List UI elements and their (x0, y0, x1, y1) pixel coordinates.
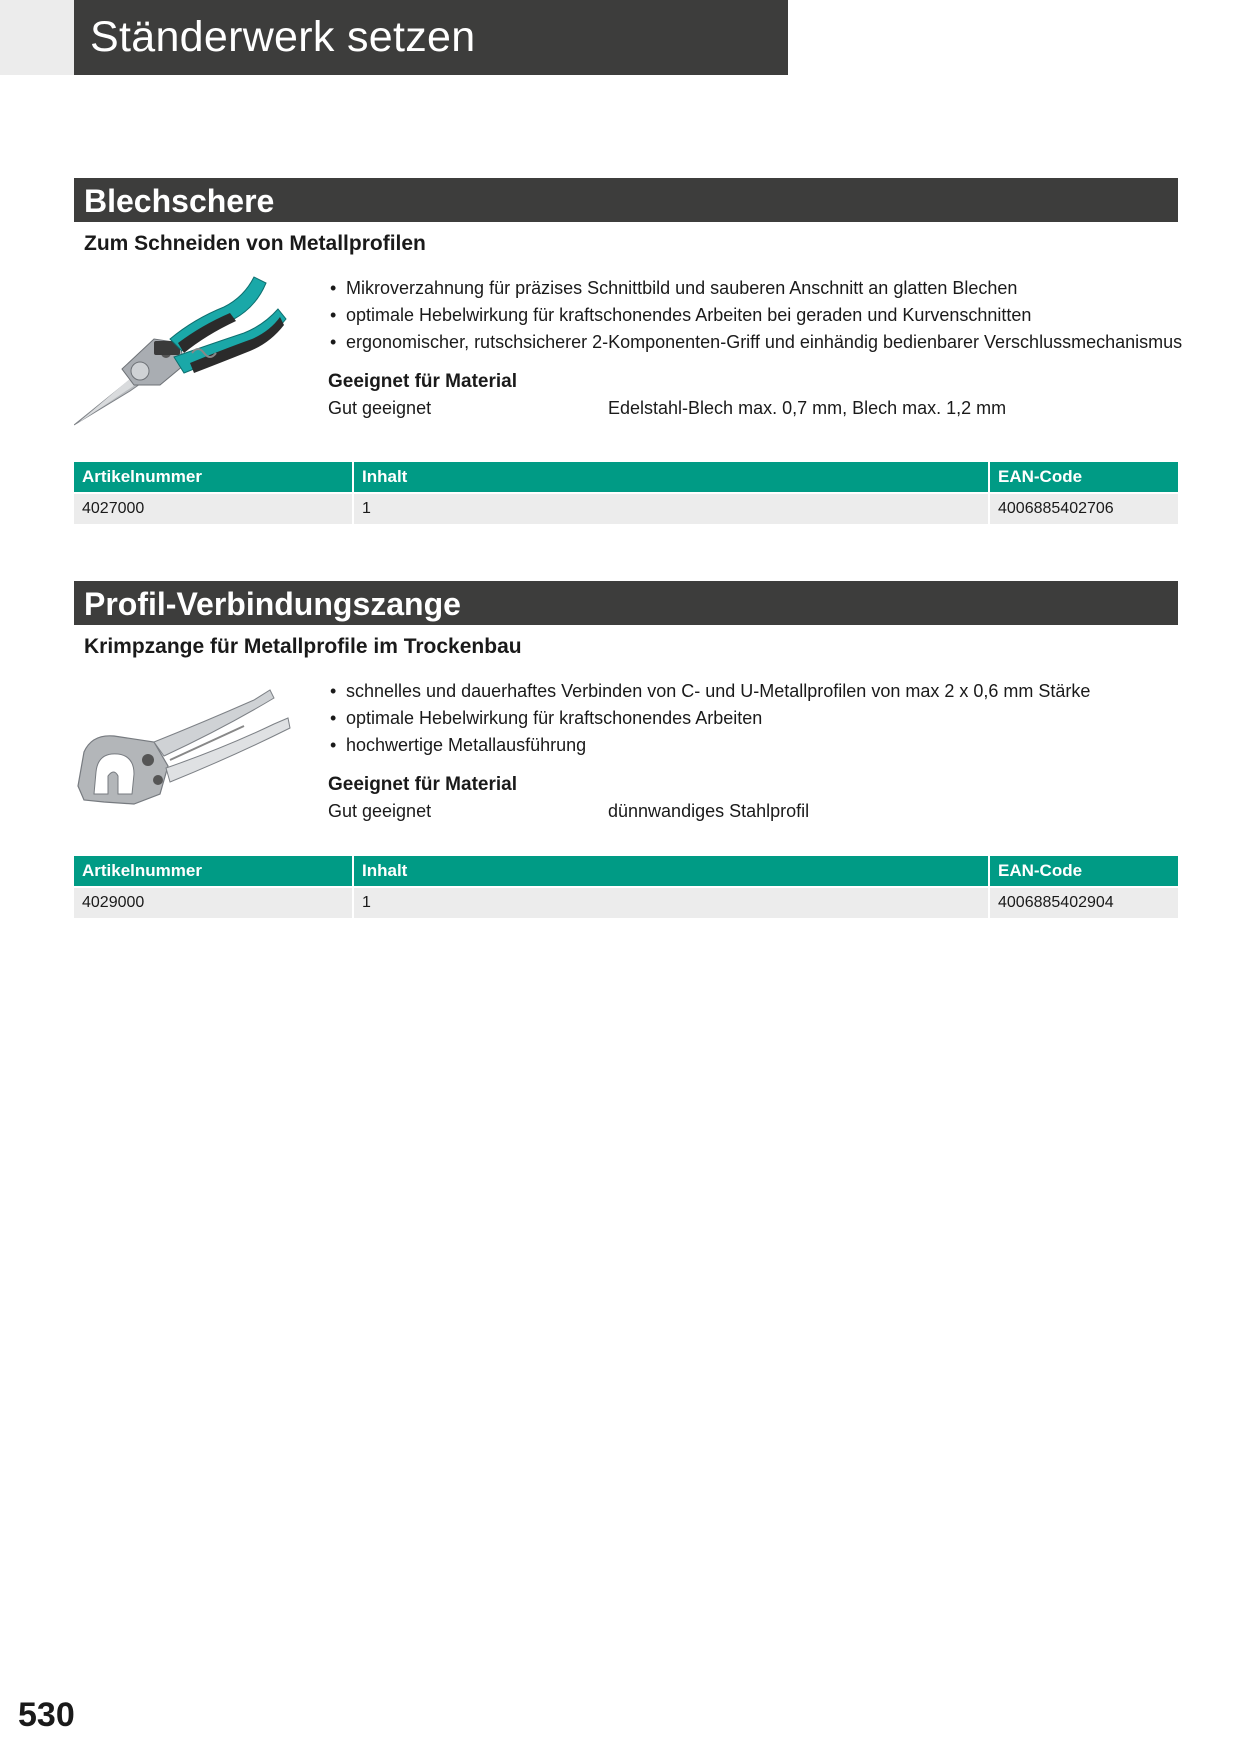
content-quantity: 1 (354, 886, 990, 918)
article-table (74, 856, 1178, 918)
feature-item: • Mikroverzahnung für präzises Schnittbild und sauberen Anschnitt an glatten Blechen (328, 275, 1178, 302)
article-number: 4027000 (74, 492, 354, 524)
section-title: Blechschere (74, 178, 1178, 222)
article-table (74, 462, 1178, 524)
table-header-row (74, 856, 1178, 886)
feature-item: • optimale Hebelwirkung für kraftschonendes Arbeiten bei geraden und Kurvenschnitten (328, 302, 1178, 329)
material-heading: Geeignet für Material (328, 774, 517, 795)
table-row (74, 492, 1178, 524)
feature-list (328, 678, 1178, 759)
product-details (74, 660, 1178, 856)
column-header-inhalt: Inhalt (354, 856, 990, 886)
product-details (74, 257, 1183, 462)
material-value: dünnwandiges Stahlprofil (608, 801, 810, 821)
feature-item: • schnelles und dauerhaftes Verbinden von C- und U-Metallprofilen von max 2 x 0,6 mm Stärke (328, 678, 1178, 705)
column-header-artikelnummer: Artikelnummer (74, 462, 354, 492)
ean-code: 4006885402706 (990, 492, 1178, 524)
column-header-ean: EAN-Code (990, 856, 1178, 886)
column-header-ean: EAN-Code (990, 462, 1178, 492)
page-title: Ständerwerk setzen (74, 0, 788, 75)
table-header-row (74, 462, 1178, 492)
feature-item: • ergonomischer, rutschsicherer 2-Komponenten-Griff und einhändig bedienbarer Verschlussmechanismus (328, 329, 1178, 356)
ean-code: 4006885402904 (990, 886, 1178, 918)
feature-item: • optimale Hebelwirkung für kraftschonendes Arbeiten (328, 705, 1178, 732)
product-section-profil-verbindungszange (74, 581, 1178, 918)
section-subtitle: Krimpzange für Metallprofile im Trockenbau (84, 635, 522, 658)
product-section-blechschere (74, 178, 1183, 524)
product-text (328, 678, 1178, 825)
material-row (328, 798, 1178, 825)
section-subtitle: Zum Schneiden von Metallprofilen (84, 232, 426, 255)
corner-block (0, 0, 74, 75)
table-row (74, 886, 1178, 918)
feature-list (328, 275, 1183, 356)
feature-item: • hochwertige Metallausführung (328, 732, 1178, 759)
section-title: Profil-Verbindungszange (74, 581, 1178, 625)
material-heading: Geeignet für Material (328, 371, 517, 392)
article-number: 4029000 (74, 886, 354, 918)
content-quantity: 1 (354, 492, 990, 524)
column-header-artikelnummer: Artikelnummer (74, 856, 354, 886)
column-header-inhalt: Inhalt (354, 462, 990, 492)
page-number: 530 (18, 1696, 75, 1734)
material-rating: Gut geeignet (328, 398, 432, 418)
tin-snips-image (74, 273, 314, 433)
material-rating: Gut geeignet (328, 801, 432, 821)
material-value: Edelstahl-Blech max. 0,7 mm, Blech max. 1,2 mm (608, 398, 1007, 418)
product-text (328, 275, 1183, 422)
material-row (328, 395, 1178, 422)
crimping-pliers-image (74, 676, 314, 836)
